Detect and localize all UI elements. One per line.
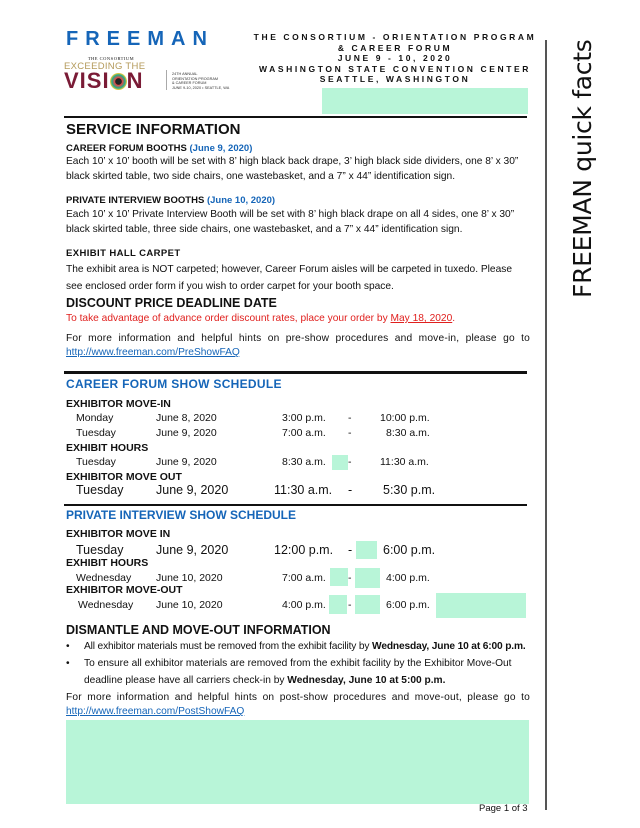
- dash: -: [348, 427, 352, 439]
- dash: -: [348, 599, 352, 611]
- discount-body: To take advantage of advance order discount rates, place your order by: [66, 313, 391, 324]
- event-header: [250, 32, 540, 85]
- group-label: EXHIBIT HOURS: [66, 442, 149, 454]
- highlight-box: [66, 720, 529, 804]
- vision-text-end: N: [126, 68, 144, 93]
- logo-sub-line: & CAREER FORUM: [172, 81, 207, 86]
- paragraph: For more information and helpful hints on pre-show procedures and move-in, please go to: [66, 333, 530, 344]
- day: Tuesday: [76, 427, 116, 439]
- day: Tuesday: [76, 456, 116, 468]
- header-line: SEATTLE, WASHINGTON: [319, 74, 471, 84]
- section-title: DISCOUNT PRICE DEADLINE DATE: [66, 296, 277, 310]
- discount-end: .: [452, 313, 456, 324]
- divider: [64, 504, 527, 506]
- date: June 8, 2020: [156, 412, 217, 424]
- schedule-row: [74, 543, 474, 557]
- section-title: SERVICE INFORMATION: [66, 121, 241, 138]
- logo-sub-line: ORIENTATION PROGRAM: [172, 76, 219, 81]
- start-time: 8:30 a.m.: [282, 456, 326, 468]
- start-time: 7:00 a.m.: [282, 427, 326, 439]
- subsection-title: EXHIBIT HALL CARPET: [66, 248, 181, 259]
- paragraph: The exhibit area is NOT carpeted; however, Career Forum aisles will be carpeted in tuxedo. Please see enclosed order form if you wish to order carpet for your booth space.: [66, 264, 513, 292]
- postshow-faq-link[interactable]: http://www.freeman.com/PostShowFAQ: [66, 706, 245, 717]
- deadline-date: May 18, 2020: [390, 313, 453, 324]
- discount-text: [66, 311, 536, 326]
- bullet-icon: •: [66, 658, 70, 669]
- bullet-bold: Wednesday, June 10 at 6:00 p.m.: [372, 641, 526, 652]
- group-label: EXHIBITOR MOVE OUT: [66, 471, 182, 483]
- header-line: THE CONSORTIUM - ORIENTATION PROGRAM: [253, 32, 537, 42]
- date: June 9, 2020: [156, 456, 217, 468]
- exceeding-text: EXCEEDING THE: [64, 61, 146, 72]
- bullet-item: [66, 655, 532, 689]
- bullet-text: To ensure all exhibitor materials are removed from the exhibit facility by the Exhibitor Move-Out deadline please have all carriers check-in by: [84, 658, 512, 686]
- group-label: EXHIBIT HOURS: [66, 557, 149, 569]
- date: June 10, 2020: [156, 599, 223, 611]
- end-time: 8:30 a.m.: [386, 427, 430, 439]
- group-label: EXHIBITOR MOVE-IN: [66, 398, 171, 410]
- vision-logo: [64, 70, 143, 92]
- dash: -: [348, 572, 352, 584]
- preshow-faq-link[interactable]: http://www.freeman.com/PreShowFAQ: [66, 347, 240, 358]
- freeman-logo: FREEMAN: [66, 28, 214, 50]
- highlight-box: [322, 88, 528, 114]
- logo-divider: [166, 70, 167, 90]
- day: Wednesday: [78, 599, 134, 611]
- page-number: Page 1 of 3: [479, 803, 528, 814]
- divider: [64, 371, 527, 374]
- schedule-row: [74, 483, 474, 497]
- day: Tuesday: [76, 483, 124, 497]
- dash: -: [348, 483, 353, 497]
- side-rule: [545, 40, 547, 810]
- consortium-text: THE CONSORTIUM: [87, 56, 135, 61]
- logo-subtext: [172, 72, 229, 90]
- end-time: 11:30 a.m.: [380, 456, 429, 468]
- start-time: 7:00 a.m.: [282, 572, 326, 584]
- date: June 10, 2020: [156, 572, 223, 584]
- schedule-row: [74, 599, 474, 613]
- heading-text: PRIVATE INTERVIEW BOOTHS: [66, 195, 205, 206]
- date: June 9, 2020: [156, 483, 229, 497]
- section-title: DISMANTLE AND MOVE-OUT INFORMATION: [66, 623, 331, 637]
- logo-sub-line: JUNE 9-10, 2020 • SEATTLE, WA: [172, 85, 230, 90]
- end-time: 6:00 p.m.: [383, 543, 436, 557]
- start-time: 3:00 p.m.: [282, 412, 326, 424]
- header-line: WASHINGTON STATE CONVENTION CENTER: [258, 63, 532, 74]
- dash: -: [348, 456, 352, 468]
- start-time: 11:30 a.m.: [274, 483, 333, 497]
- bullet-text: All exhibitor materials must be removed from the exhibit facility by: [84, 641, 373, 652]
- paragraph: Each 10’ x 10’ booth will be set with 8’ high black back drape, 3’ high black side dividers, one 8’ x 30” black skirted table, two side chairs, one wastebasket, and a 7” x 44” identification sign.: [66, 156, 519, 182]
- day: Wednesday: [76, 572, 132, 584]
- subsection-title: [66, 143, 252, 154]
- heading-text: CAREER FORUM BOOTHS: [66, 143, 187, 154]
- end-time: 4:00 p.m.: [386, 572, 430, 584]
- bullet-icon: •: [66, 641, 70, 652]
- side-title: FREEMAN quick facts: [568, 39, 597, 298]
- subsection-title: [66, 195, 275, 206]
- group-label: EXHIBITOR MOVE IN: [66, 528, 171, 540]
- heading-date: (June 9, 2020): [189, 143, 253, 154]
- divider: [64, 116, 527, 118]
- header-line: JUNE 9 - 10, 2020: [337, 53, 453, 63]
- paragraph: Each 10’ x 10’ Private Interview Booth will be set with 8’ high black drape on all 4 sides, one 8’ x 30” black skirted table, three side chairs, one wastebasket, and a 7” x 44” identification sign.: [66, 209, 515, 235]
- start-time: 4:00 p.m.: [282, 599, 326, 611]
- heading-date: (June 10, 2020): [206, 195, 276, 206]
- schedule-row: [74, 456, 474, 470]
- end-time: 10:00 p.m.: [380, 412, 430, 424]
- day: Tuesday: [76, 543, 124, 557]
- bullet-bold: Wednesday, June 10 at 5:00 p.m.: [287, 675, 446, 686]
- vision-text: VISI: [64, 68, 110, 93]
- schedule-row: [74, 427, 474, 441]
- eye-icon: [110, 73, 127, 90]
- schedule-row: [74, 412, 474, 426]
- dash: -: [348, 543, 353, 557]
- date: June 9, 2020: [156, 543, 229, 557]
- section-title: CAREER FORUM SHOW SCHEDULE: [66, 377, 282, 391]
- logo-sub-line: 24TH ANNUAL: [172, 72, 198, 76]
- group-label: EXHIBITOR MOVE-OUT: [66, 584, 183, 596]
- date: June 9, 2020: [156, 427, 217, 439]
- section-title: PRIVATE INTERVIEW SHOW SCHEDULE: [66, 508, 297, 522]
- end-time: 6:00 p.m.: [386, 599, 430, 611]
- day: Monday: [76, 412, 114, 424]
- dash: -: [348, 412, 352, 424]
- end-time: 5:30 p.m.: [383, 483, 436, 497]
- paragraph: For more information and helpful hints on post-show procedures and move-out, please go to: [66, 692, 530, 703]
- header-line: & CAREER FORUM: [337, 42, 453, 53]
- start-time: 12:00 p.m.: [274, 543, 334, 557]
- bullet-item: [66, 639, 532, 654]
